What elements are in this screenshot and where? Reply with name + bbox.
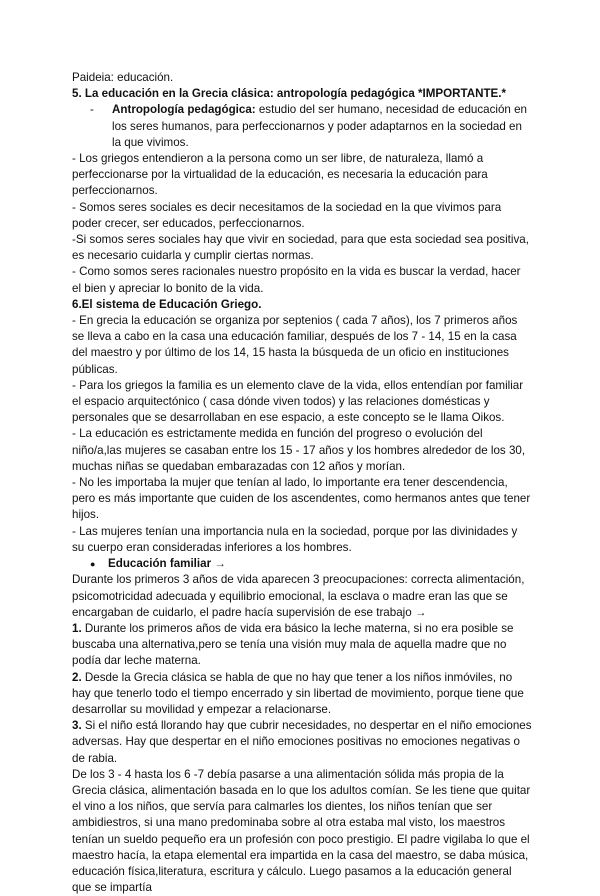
section-5-paragraph: - Como somos seres racionales nuestro propósito en la vida es buscar la verdad, hacer el bien y apreciar lo bonito de la vida. <box>72 265 521 295</box>
intro-line: Paideia: educación. <box>72 71 174 84</box>
point-text: Si el niño está llorando hay que cubrir necesidades, no despertar en el niño emociones adversas. Hay que despertar en el niño emociones positivas no emociones negativas o de rabia. <box>72 719 532 765</box>
point-text: Desde la Grecia clásica se habla de que no hay que tener a los niños inmóviles, no hay que tenerlo todo el tiempo encerrado y sin libertad de movimiento, porque tiene que desarrollar su movilidad y empezar a relacionarse. <box>72 670 524 716</box>
section-6-paragraph: - Para los griegos la familia es un elemento clave de la vida, ellos entendían por familiar el espacio arquitectónico ( casa dónde viven todos) y las relaciones domésticas y personales que se desarrollaban en ese espacio, a este concepto se le llama Oikos. <box>72 378 524 425</box>
definition-item <box>72 102 532 151</box>
familiar-heading: Educación familiar → <box>108 557 226 571</box>
point-number: 3. <box>72 719 82 733</box>
point-number: 1. <box>72 621 82 635</box>
dash-marker: - <box>90 103 94 117</box>
section-6-paragraph: - En grecia la educación se organiza por septenios ( cada 7 años), los 7 primeros años se lleva a cabo en la casa una educación familiar, después de los 7 - 14, 15 en la casa del maestro y por último de los 14, 15 hasta la búsqueda de un oficio en instituciones públicas. <box>72 314 518 376</box>
bullet-icon: ● <box>90 559 96 570</box>
familiar-bullet-item <box>72 556 532 572</box>
definition-text: estudio del ser humano, necesidad de educación en los seres humanos, para perfeccionarnos y poder adaptarnos en la sociedad en la que vivimos. <box>112 103 527 149</box>
section-5-paragraph: - Somos seres sociales es decir necesitamos de la sociedad en la que vivimos para poder crecer, ser educados, perfeccionarnos. <box>72 200 502 230</box>
familiar-intro: Durante los primeros 3 años de vida aparecen 3 preocupaciones: correcta alimentación, psicomotricidad adecuada y equilibrio emocional, la esclava o madre eran las que se encargaban de cuidarlo, el padre hacía supervisión de ese trabajo → <box>72 573 525 619</box>
familiar-closing: De los 3 - 4 hasta los 6 -7 debía pasarse a una alimentación sólida más propia de la Grecia clásica, alimentación basada en lo que los adultos comían. Se les tiene que quitar el vino a los niños, que servía para calmarles los dientes, los niños tenían que ser ambidiestros, si una mano predominaba sobre al otra estaba mal visto, los maestros tenían un sueldo pequeño era un profesión con poco prestigio. El padre vigilaba lo que el maestro hacía, la etapa elemental era impartida en la casa del maestro, se daba música, educación física,literatura, escritura y cálculo. Luego pasamos a la educación general que se impartía <box>72 767 531 895</box>
point-number: 2. <box>72 670 82 684</box>
section-5-paragraph: - Los griegos entendieron a la persona como un ser libre, de naturaleza, llamó a perfeccionarse por la virtualidad de la educación, es necesaria la educación para perfeccionarnos. <box>72 152 488 198</box>
section-5-paragraph: -Si somos seres sociales hay que vivir en sociedad, para que esta sociedad sea positiva, es necesario cuidarla y cumplir ciertas normas. <box>72 233 529 263</box>
section-5-heading: 5. La educación en la Grecia clásica: antropología pedagógica *IMPORTANTE.* <box>72 87 507 101</box>
section-6-heading: 6.El sistema de Educación Griego. <box>72 297 262 311</box>
section-6-paragraph: - No les importaba la mujer que tenían al lado, lo importante era tener descendencia, pero es más importante que cuiden de los ascendentes, como hermanos antes que tener hijos. <box>72 476 531 522</box>
point-text: Durante los primeros años de vida era básico la leche materna, si no era posible se buscaba una alternativa,pero se tenía una visión muy mala de aquella madre que no podía dar leche materna. <box>72 621 514 668</box>
familiar-point <box>72 718 532 767</box>
definition-body <box>112 102 532 151</box>
section-6-paragraph: - La educación es estrictamente medida en función del progreso o evolución del niño/a,las mujeres se casaban entre los 15 - 17 años y los hombres alrededor de los 30, muchas niñas se quedaban embarazadas con 12 años y morían. <box>72 427 526 473</box>
section-6-paragraph: - Las mujeres tenían una importancia nula en la sociedad, porque por las divinidades y su cuerpo eran consideradas inferiores a los hombres. <box>72 524 518 554</box>
familiar-point <box>72 670 532 719</box>
familiar-point <box>72 621 532 670</box>
definition-term: Antropología pedagógica: <box>112 103 256 117</box>
document-page <box>72 70 532 896</box>
